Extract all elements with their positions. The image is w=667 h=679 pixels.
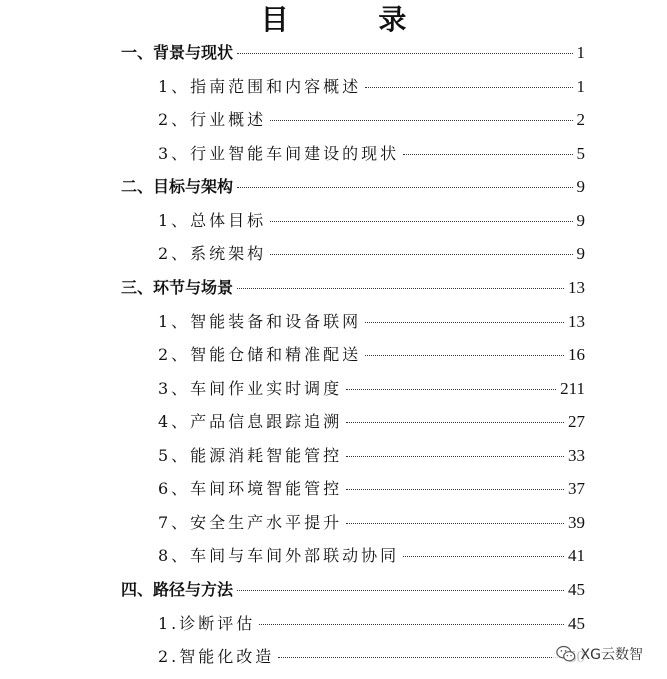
toc-entry-section-1[interactable] (121, 38, 585, 68)
dot-leader (237, 590, 564, 591)
toc-entry-4-1[interactable] (158, 609, 585, 639)
dot-leader (237, 187, 572, 188)
toc-entry-page: 211 (560, 379, 585, 398)
toc-title: 目 录 (260, 3, 447, 36)
toc-entry-1-1[interactable] (158, 72, 585, 102)
toc-entry-3-1[interactable] (158, 307, 585, 337)
dot-leader (346, 456, 564, 457)
dot-leader (237, 288, 564, 289)
dot-leader (365, 355, 564, 356)
toc-entry-2-1[interactable] (158, 206, 585, 236)
toc-entry-1-2[interactable] (158, 105, 585, 135)
dot-leader (278, 657, 564, 658)
toc-entry-section-4[interactable] (121, 575, 585, 605)
toc-entry-label: 7、安全生产水平提升 (158, 513, 343, 532)
toc-entry-1-3[interactable] (158, 139, 585, 169)
dot-leader (346, 422, 564, 423)
toc-entry-label: 5、能源消耗智能管控 (158, 446, 343, 465)
toc-entry-label: 1、指南范围和内容概述 (158, 77, 362, 96)
toc-entry-section-2[interactable] (121, 172, 585, 202)
watermark (553, 643, 645, 665)
dot-leader (403, 154, 572, 155)
toc-entry-3-5[interactable] (158, 441, 585, 471)
toc-entry-page: 2 (576, 110, 585, 129)
dot-leader (270, 120, 572, 121)
toc-entry-3-7[interactable] (158, 508, 585, 538)
toc-entry-label: 2、系统架构 (158, 244, 267, 263)
toc-entry-2-2[interactable] (158, 239, 585, 269)
toc-entry-page: 45 (568, 580, 585, 599)
toc-entry-page: 9 (576, 211, 585, 230)
toc-entry-page: 1 (576, 77, 585, 96)
toc-entry-label: 1、总体目标 (158, 211, 267, 230)
toc-entry-page: 33 (568, 446, 585, 465)
toc-entry-label: 2.智能化改造 (158, 647, 275, 666)
dot-leader (346, 523, 564, 524)
dot-leader (270, 254, 572, 255)
toc-entry-label: 3、车间作业实时调度 (158, 379, 343, 398)
dot-leader (259, 624, 564, 625)
toc-entry-3-2[interactable] (158, 340, 585, 370)
toc-entry-label: 2、行业概述 (158, 110, 267, 129)
dot-leader (365, 322, 564, 323)
toc-entry-3-6[interactable] (158, 474, 585, 504)
toc-entry-label: 1、智能装备和设备联网 (158, 312, 362, 331)
toc-entry-3-8[interactable] (158, 541, 585, 571)
dot-leader (403, 556, 564, 557)
toc-entry-page: 27 (568, 412, 585, 431)
dot-leader (346, 389, 556, 390)
toc-entry-page: 39 (568, 513, 585, 532)
toc-entry-4-2[interactable] (158, 642, 585, 672)
toc-entry-section-3[interactable] (121, 273, 585, 303)
dot-leader (237, 53, 572, 54)
toc-entry-page: 41 (568, 546, 585, 565)
toc-entry-label: 3、行业智能车间建设的现状 (158, 144, 400, 163)
toc-entry-label: 8、车间与车间外部联动协同 (158, 546, 400, 565)
toc-entry-page: 9 (576, 177, 585, 196)
dot-leader (270, 221, 572, 222)
toc-entry-label: 二、目标与架构 (121, 177, 234, 196)
watermark-text: XG云数智 (580, 647, 643, 663)
toc-entry-page: 9 (576, 244, 585, 263)
toc-entry-label: 4、产品信息跟踪追溯 (158, 412, 343, 431)
toc-entry-label: 2、智能仓储和精准配送 (158, 345, 362, 364)
dot-leader (365, 87, 572, 88)
toc-entry-page: 1 (576, 43, 585, 62)
wechat-icon (555, 643, 577, 665)
toc-entry-page: 45 (568, 614, 585, 633)
toc-entry-label: 6、车间环境智能管控 (158, 479, 343, 498)
toc-entry-label: 四、路径与方法 (121, 580, 234, 599)
toc-entry-3-3[interactable] (158, 374, 585, 404)
toc-entry-page: 13 (568, 278, 585, 297)
dot-leader (346, 489, 564, 490)
toc-entry-page: 13 (568, 312, 585, 331)
toc-entry-label: 三、环节与场景 (121, 278, 234, 297)
toc-entry-page: 37 (568, 479, 585, 498)
toc-entry-page: 5 (576, 144, 585, 163)
toc-entry-page: 16 (568, 345, 585, 364)
toc-entry-label: 1.诊断评估 (158, 614, 256, 633)
toc-entry-3-4[interactable] (158, 407, 585, 437)
toc-entry-label: 一、背景与现状 (121, 43, 234, 62)
